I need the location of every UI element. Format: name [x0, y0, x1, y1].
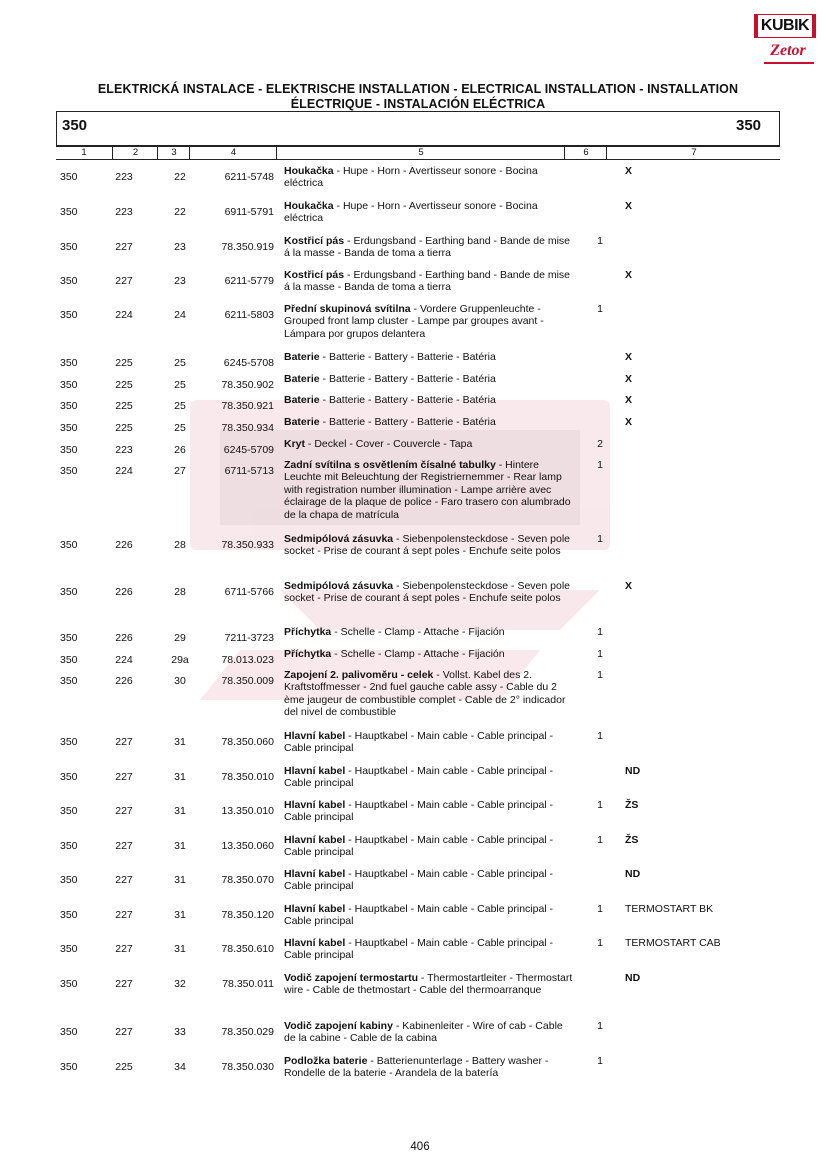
- column-header-5: 5: [276, 146, 565, 159]
- description-name: Sedmipólová zásuvka: [284, 580, 394, 592]
- part-number-cell: 13.350.010: [221, 805, 274, 817]
- position-cell: 25: [174, 379, 186, 391]
- note-cell: ŽS: [625, 799, 639, 811]
- figure-cell: 226: [115, 675, 133, 687]
- position-cell: 24: [174, 309, 186, 321]
- description-cell: [284, 1020, 574, 1045]
- group-cell: 350: [60, 654, 78, 666]
- description-translations: - Kabinenleiter - Wire of cab - Cable de la cabine - Cable de la cabina: [284, 1020, 563, 1045]
- figure-cell: 225: [115, 400, 133, 412]
- note-cell: TERMOSTART BK: [625, 903, 714, 915]
- description-cell: [284, 799, 574, 824]
- note-cell: X: [625, 416, 633, 428]
- part-number-cell: 78.013.023: [221, 654, 274, 666]
- column-header-1: 1: [81, 147, 87, 158]
- description-name: Zapojení 2. palivoměru - celek: [284, 669, 434, 681]
- position-cell: 32: [174, 978, 186, 990]
- group-cell: 350: [60, 206, 78, 218]
- description-translations: - Schelle - Clamp - Attache - Fijación: [331, 626, 505, 638]
- figure-cell: 223: [115, 206, 133, 218]
- figure-cell: 227: [115, 943, 133, 955]
- figure-cell: 225: [115, 357, 133, 369]
- description-name: Hlavní kabel: [284, 834, 346, 846]
- description-translations: - Hupe - Horn - Avertisseur sonore - Bocina eléctrica: [284, 200, 538, 225]
- group-cell: 350: [60, 909, 78, 921]
- column-header-4: 4: [189, 146, 277, 159]
- position-cell: 31: [174, 874, 186, 886]
- description-name: Hlavní kabel: [284, 730, 346, 742]
- description-cell: [284, 868, 574, 893]
- description-name: Baterie: [284, 416, 320, 428]
- note-cell: X: [625, 165, 633, 177]
- description-translations: - Hauptkabel - Main cable - Cable principal - Cable principal: [284, 937, 554, 962]
- part-number-cell: 78.350.010: [221, 771, 274, 783]
- description-translations: - Siebenpolensteckdose - Seven pole socket - Prise de courant á sept poles - Enchufe seite polos: [284, 580, 571, 605]
- group-cell: 350: [60, 444, 78, 456]
- group-cell: 350: [60, 1061, 78, 1073]
- position-cell: 29: [174, 632, 186, 644]
- part-number-cell: 78.350.921: [221, 400, 274, 412]
- description-cell: [284, 533, 574, 558]
- part-number-cell: 6211-5803: [224, 309, 274, 321]
- position-cell: 23: [174, 275, 186, 287]
- quantity-cell: 2: [597, 438, 603, 450]
- part-number-cell: 78.350.011: [222, 978, 274, 990]
- part-number-cell: 6245-5708: [223, 357, 274, 369]
- column-header-6: 6: [564, 146, 607, 159]
- description-name: Kryt: [284, 438, 306, 450]
- figure-cell: 223: [115, 444, 133, 456]
- group-cell: 350: [60, 771, 78, 783]
- description-name: Sedmipólová zásuvka: [284, 533, 394, 545]
- description-name: Hlavní kabel: [284, 799, 346, 811]
- description-translations: - Thermostartleiter - Thermostart wire - Cable de thetmostart - Cable del thermoarranque: [284, 972, 573, 997]
- note-cell: X: [625, 580, 633, 592]
- description-translations: - Hintere Leuchte mit Beleuchtung der Registriernemmer - Rear lamp with registration number illumination - Lampe arrière avec éclairage de la plaque de police - Faro trasero con alumbrado de la chapa de matrícula: [284, 459, 571, 521]
- description-cell: [284, 438, 574, 450]
- group-cell: 350: [60, 943, 78, 955]
- description-name: Baterie: [284, 394, 320, 406]
- group-cell: 350: [60, 465, 78, 477]
- group-cell: 350: [60, 586, 78, 598]
- quantity-cell: 1: [597, 626, 603, 638]
- description-cell: [284, 394, 574, 406]
- group-number-right: 350: [736, 117, 762, 134]
- position-cell: 31: [174, 771, 186, 783]
- group-cell: 350: [60, 736, 78, 748]
- description-translations: - Siebenpolensteckdose - Seven pole socket - Prise de courant á sept poles - Enchufe seite polos: [284, 533, 571, 558]
- description-name: Podložka baterie: [284, 1055, 368, 1067]
- part-number-cell: 78.350.029: [221, 1026, 274, 1038]
- position-cell: 30: [174, 675, 186, 687]
- group-cell: 350: [60, 171, 78, 183]
- description-translations: - Hupe - Horn - Avertisseur sonore - Bocina eléctrica: [284, 165, 538, 190]
- logo-underline: [764, 62, 814, 64]
- description-translations: - Hauptkabel - Main cable - Cable principal - Cable principal: [284, 765, 554, 790]
- position-cell: 25: [174, 357, 186, 369]
- group-cell: 350: [60, 400, 78, 412]
- quantity-cell: 1: [597, 303, 603, 315]
- description-name: Hlavní kabel: [284, 868, 346, 880]
- figure-cell: 225: [115, 1061, 133, 1073]
- note-cell: X: [625, 351, 633, 363]
- part-number-cell: 6245-5709: [223, 444, 274, 456]
- figure-cell: 227: [115, 241, 133, 253]
- part-number-cell: 6211-5748: [224, 171, 274, 183]
- description-name: Houkačka: [284, 165, 334, 177]
- group-cell: 350: [60, 379, 78, 391]
- figure-cell: 227: [115, 1026, 133, 1038]
- quantity-cell: 1: [597, 235, 603, 247]
- part-number-cell: 78.350.934: [221, 422, 274, 434]
- position-cell: 31: [174, 840, 186, 852]
- group-cell: 350: [60, 275, 78, 287]
- part-number-cell: 6711-5713: [224, 465, 274, 477]
- column-header-7: 7: [606, 146, 781, 159]
- description-name: Hlavní kabel: [284, 765, 346, 777]
- description-translations: - Deckel - Cover - Couvercle - Tapa: [305, 438, 473, 450]
- note-cell: ND: [625, 765, 641, 777]
- quantity-cell: 1: [597, 937, 603, 949]
- description-name: Baterie: [284, 373, 320, 385]
- position-cell: 25: [174, 422, 186, 434]
- figure-cell: 224: [115, 309, 133, 321]
- position-cell: 25: [174, 400, 186, 412]
- description-cell: [284, 903, 574, 928]
- figure-cell: 225: [115, 379, 133, 391]
- column-header-3: 3: [157, 146, 190, 159]
- note-cell: ND: [625, 868, 641, 880]
- position-cell: 28: [174, 539, 186, 551]
- group-cell: 350: [60, 805, 78, 817]
- figure-cell: 227: [115, 736, 133, 748]
- part-number-cell: 78.350.902: [221, 379, 274, 391]
- figure-cell: 224: [115, 654, 133, 666]
- column-header-row: [56, 145, 780, 160]
- quantity-cell: 1: [597, 903, 603, 915]
- note-cell: X: [625, 373, 633, 385]
- position-cell: 26: [174, 444, 186, 456]
- figure-cell: 225: [115, 422, 133, 434]
- description-name: Vodič zapojení kabiny: [284, 1020, 393, 1032]
- group-cell: 350: [60, 840, 78, 852]
- part-number-cell: 7211-3723: [224, 632, 274, 644]
- figure-cell: 226: [115, 632, 133, 644]
- position-cell: 31: [174, 805, 186, 817]
- note-cell: X: [625, 200, 633, 212]
- description-name: Baterie: [284, 351, 320, 363]
- description-name: Příchytka: [284, 648, 332, 660]
- description-cell: [284, 834, 574, 859]
- position-cell: 22: [174, 206, 186, 218]
- description-cell: [284, 303, 574, 340]
- quantity-cell: 1: [597, 799, 603, 811]
- description-name: Vodič zapojení termostartu: [284, 972, 418, 984]
- description-name: Přední skupinová svítilna: [284, 303, 411, 315]
- position-cell: 23: [174, 241, 186, 253]
- position-cell: 31: [174, 736, 186, 748]
- description-cell: [284, 459, 574, 521]
- description-cell: [284, 351, 574, 363]
- description-name: Kostřicí pás: [284, 269, 345, 281]
- description-cell: [284, 200, 574, 225]
- quantity-cell: 1: [597, 533, 603, 545]
- description-translations: - Vordere Gruppenleuchte - Grouped front lamp cluster - Lampe par groupes avant - Lámpara por grupos delantera: [284, 303, 544, 340]
- description-translations: - Hauptkabel - Main cable - Cable principal - Cable principal: [284, 799, 554, 824]
- description-translations: - Schelle - Clamp - Attache - Fijación: [331, 648, 505, 660]
- group-cell: 350: [60, 539, 78, 551]
- description-cell: [284, 937, 574, 962]
- page-title-line-2: ÉLECTRIQUE - INSTALACIÓN ELÉCTRICA: [290, 97, 546, 111]
- description-translations: - Hauptkabel - Main cable - Cable principal - Cable principal: [284, 834, 554, 859]
- quantity-cell: 1: [597, 1055, 603, 1067]
- quantity-cell: 1: [597, 648, 603, 660]
- figure-cell: 226: [115, 539, 133, 551]
- description-translations: - Erdungsband - Earthing band - Bande de mise á la masse - Banda de toma a tierra: [284, 269, 570, 294]
- position-cell: 31: [174, 943, 186, 955]
- description-cell: [284, 269, 574, 294]
- note-cell: X: [625, 394, 633, 406]
- part-number-cell: 78.350.919: [221, 241, 274, 253]
- description-cell: [284, 1055, 574, 1080]
- logo-top-text: KUBIK: [758, 15, 812, 37]
- position-cell: 28: [174, 586, 186, 598]
- quantity-cell: 1: [597, 1020, 603, 1032]
- figure-cell: 227: [115, 840, 133, 852]
- logo-bottom-text: Zetor: [770, 42, 806, 59]
- figure-cell: 224: [115, 465, 133, 477]
- group-cell: 350: [60, 978, 78, 990]
- group-cell: 350: [60, 309, 78, 321]
- description-name: Příchytka: [284, 626, 332, 638]
- figure-cell: 223: [115, 171, 133, 183]
- description-translations: - Batterienunterlage - Battery washer - Rondelle de la baterie - Arandela de la batería: [284, 1055, 549, 1080]
- kubik-zetor-logo: [754, 14, 816, 70]
- figure-cell: 227: [115, 275, 133, 287]
- note-cell: ŽS: [625, 834, 639, 846]
- part-number-cell: 13.350.060: [221, 840, 274, 852]
- part-number-cell: 6911-5791: [224, 206, 274, 218]
- column-header-2: 2: [112, 146, 158, 159]
- page-title-line-1: ELEKTRICKÁ INSTALACE - ELEKTRISCHE INSTALLATION - ELECTRICAL INSTALLATION - INSTALLATION: [97, 82, 739, 96]
- part-number-cell: 78.350.070: [221, 874, 274, 886]
- description-cell: [284, 235, 574, 260]
- description-translations: - Vollst. Kabel des 2. Kraftstoffmesser - 2nd fuel gauche cable assy - Cable du 2 ème jaugeur de combustible complet - Cable de 2° indicador del nivel de combustible: [284, 669, 566, 719]
- group-cell: 350: [60, 1026, 78, 1038]
- description-cell: [284, 730, 574, 755]
- description-name: Kostřicí pás: [284, 235, 345, 247]
- note-cell: ND: [625, 972, 641, 984]
- description-cell: [284, 165, 574, 190]
- group-cell: 350: [60, 241, 78, 253]
- part-number-cell: 78.350.030: [221, 1061, 274, 1073]
- quantity-cell: 1: [597, 459, 603, 471]
- quantity-cell: 1: [597, 730, 603, 742]
- part-number-cell: 6211-5779: [224, 275, 274, 287]
- description-cell: [284, 580, 574, 605]
- description-translations: - Batterie - Battery - Batterie - Batéria: [319, 394, 496, 406]
- position-cell: 27: [174, 465, 186, 477]
- figure-cell: 227: [115, 874, 133, 886]
- group-header-box: [56, 111, 780, 147]
- description-translations: - Batterie - Battery - Batterie - Batéria: [319, 351, 496, 363]
- figure-cell: 226: [115, 586, 133, 598]
- figure-cell: 227: [115, 771, 133, 783]
- group-cell: 350: [60, 422, 78, 434]
- figure-cell: 227: [115, 805, 133, 817]
- description-name: Hlavní kabel: [284, 937, 346, 949]
- figure-cell: 227: [115, 909, 133, 921]
- description-name: Houkačka: [284, 200, 334, 212]
- group-cell: 350: [60, 632, 78, 644]
- page-number: 406: [410, 1141, 430, 1153]
- part-number-cell: 78.350.060: [221, 736, 274, 748]
- figure-cell: 227: [115, 978, 133, 990]
- description-translations: - Batterie - Battery - Batterie - Batéria: [319, 416, 496, 428]
- note-cell: X: [625, 269, 633, 281]
- description-cell: [284, 648, 574, 660]
- description-cell: [284, 972, 574, 997]
- part-number-cell: 78.350.009: [221, 675, 274, 687]
- part-number-cell: 6711-5766: [224, 586, 274, 598]
- description-name: Zadní svítilna s osvětlením čísalné tabulky: [284, 459, 496, 471]
- part-number-cell: 78.350.610: [221, 943, 274, 955]
- quantity-cell: 1: [597, 834, 603, 846]
- note-cell: TERMOSTART CAB: [625, 937, 721, 949]
- group-cell: 350: [60, 874, 78, 886]
- group-number-left: 350: [62, 117, 88, 134]
- position-cell: 34: [174, 1061, 186, 1073]
- quantity-cell: 1: [597, 669, 603, 681]
- part-number-cell: 78.350.933: [221, 539, 274, 551]
- description-translations: - Hauptkabel - Main cable - Cable principal - Cable principal: [284, 868, 554, 893]
- description-cell: [284, 416, 574, 428]
- description-cell: [284, 373, 574, 385]
- description-cell: [284, 669, 574, 719]
- position-cell: 33: [174, 1026, 186, 1038]
- part-number-cell: 78.350.120: [221, 909, 274, 921]
- description-translations: - Batterie - Battery - Batterie - Batéria: [319, 373, 496, 385]
- description-translations: - Hauptkabel - Main cable - Cable principal - Cable principal: [284, 903, 554, 928]
- position-cell: 22: [174, 171, 186, 183]
- description-name: Hlavní kabel: [284, 903, 346, 915]
- description-translations: - Hauptkabel - Main cable - Cable principal - Cable principal: [284, 730, 554, 755]
- description-cell: [284, 626, 574, 638]
- position-cell: 31: [174, 909, 186, 921]
- group-cell: 350: [60, 357, 78, 369]
- group-cell: 350: [60, 675, 78, 687]
- position-cell: 29a: [171, 654, 189, 666]
- description-translations: - Erdungsband - Earthing band - Bande de mise á la masse - Banda de toma a tierra: [284, 235, 570, 260]
- description-cell: [284, 765, 574, 790]
- logo-top-band: [754, 14, 816, 38]
